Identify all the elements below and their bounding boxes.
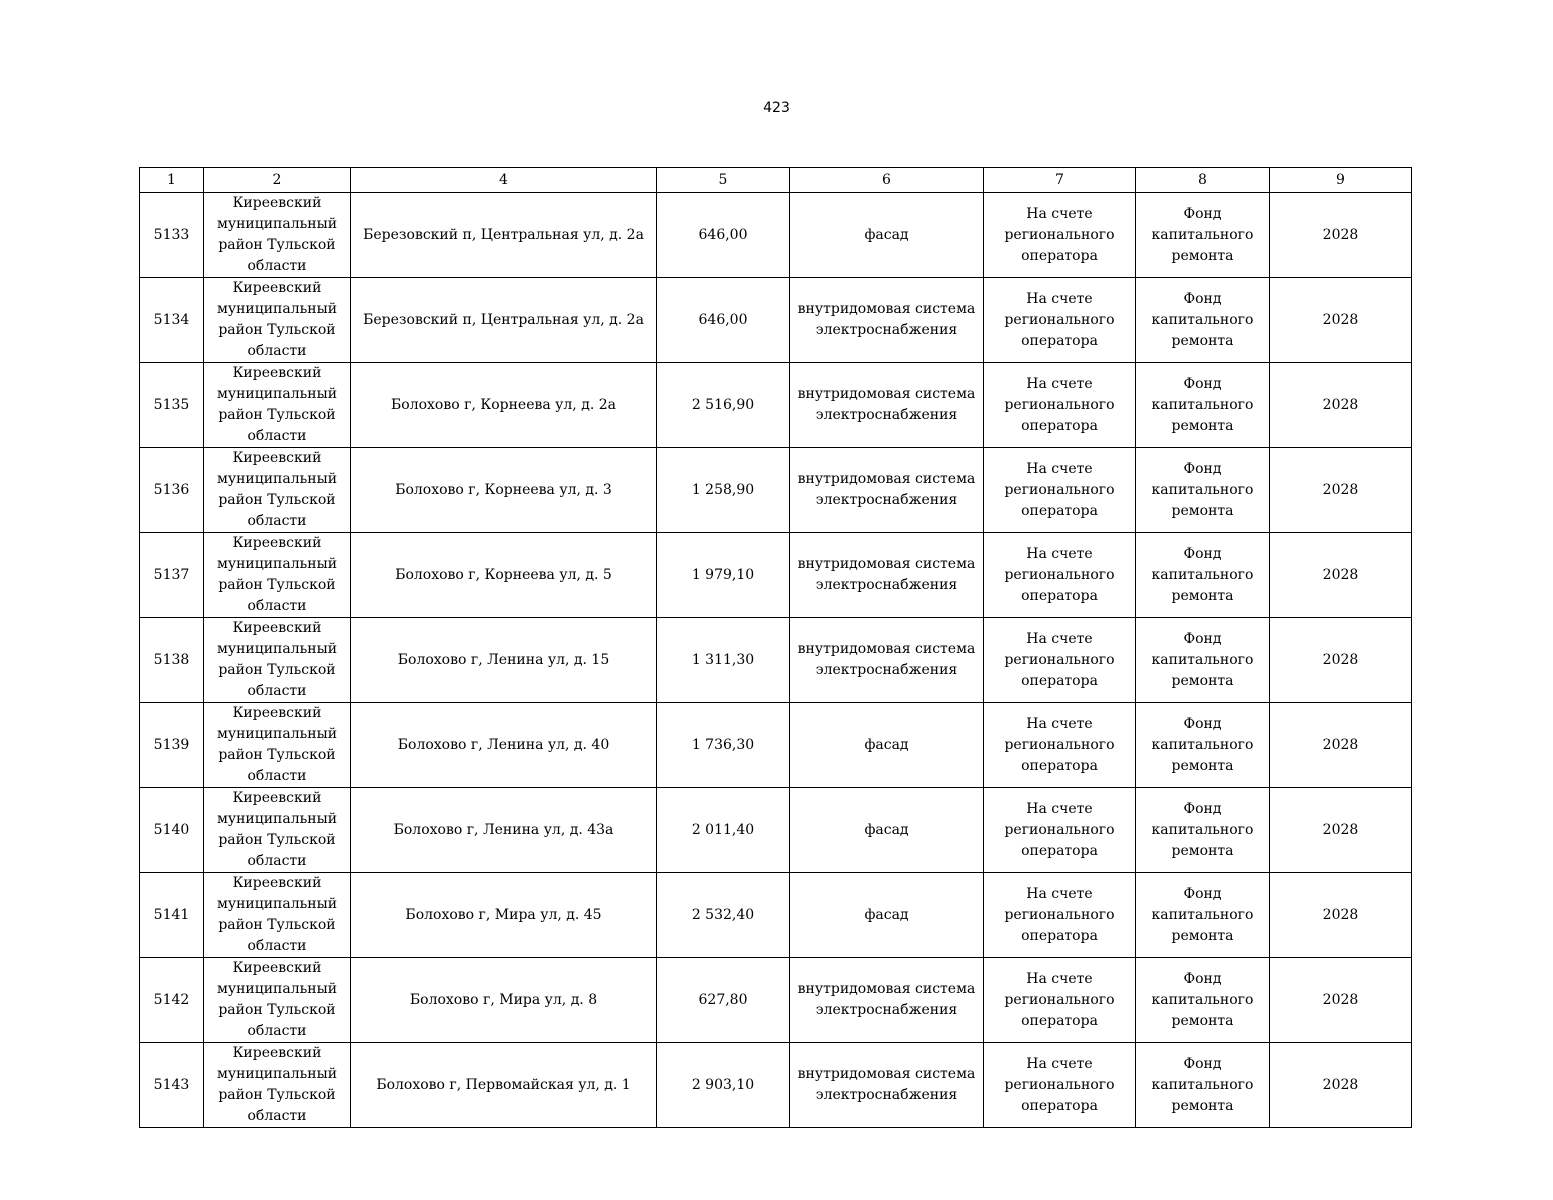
- district-cell: Киреевский муниципальный район Тульской области: [204, 448, 351, 533]
- address-cell: Болохово г, Ленина ул, д. 15: [351, 618, 657, 703]
- work-type-cell: внутридомовая система электроснабжения: [790, 618, 984, 703]
- area-cell: 1 258,90: [657, 448, 790, 533]
- district-cell: Киреевский муниципальный район Тульской области: [204, 533, 351, 618]
- address-cell: Болохово г, Мира ул, д. 45: [351, 873, 657, 958]
- column-header: 1: [140, 168, 204, 193]
- work-type-cell: фасад: [790, 873, 984, 958]
- funding-source-cell: Фонд капитального ремонта: [1136, 278, 1270, 363]
- row-number-cell: 5138: [140, 618, 204, 703]
- address-cell: Болохово г, Мира ул, д. 8: [351, 958, 657, 1043]
- district-cell: Киреевский муниципальный район Тульской области: [204, 958, 351, 1043]
- address-cell: Березовский п, Центральная ул, д. 2а: [351, 278, 657, 363]
- funding-source-cell: Фонд капитального ремонта: [1136, 618, 1270, 703]
- row-number-cell: 5133: [140, 193, 204, 278]
- row-number-cell: 5135: [140, 363, 204, 448]
- table-row: [140, 1043, 1412, 1128]
- account-cell: На счете регионального оператора: [984, 618, 1136, 703]
- funding-source-cell: Фонд капитального ремонта: [1136, 958, 1270, 1043]
- year-cell: 2028: [1270, 618, 1412, 703]
- funding-source-cell: Фонд капитального ремонта: [1136, 1043, 1270, 1128]
- column-header: 5: [657, 168, 790, 193]
- district-cell: Киреевский муниципальный район Тульской области: [204, 193, 351, 278]
- funding-source-cell: Фонд капитального ремонта: [1136, 873, 1270, 958]
- work-type-cell: фасад: [790, 193, 984, 278]
- area-cell: 1 311,30: [657, 618, 790, 703]
- page-number: 423: [763, 100, 790, 116]
- column-header: 6: [790, 168, 984, 193]
- work-type-cell: фасад: [790, 703, 984, 788]
- work-type-cell: внутридомовая система электроснабжения: [790, 533, 984, 618]
- work-type-cell: внутридомовая система электроснабжения: [790, 958, 984, 1043]
- year-cell: 2028: [1270, 278, 1412, 363]
- column-header: 8: [1136, 168, 1270, 193]
- table-row: [140, 363, 1412, 448]
- funding-source-cell: Фонд капитального ремонта: [1136, 703, 1270, 788]
- funding-source-cell: Фонд капитального ремонта: [1136, 788, 1270, 873]
- work-type-cell: внутридомовая система электроснабжения: [790, 363, 984, 448]
- area-cell: 1 979,10: [657, 533, 790, 618]
- account-cell: На счете регионального оператора: [984, 788, 1136, 873]
- funding-source-cell: Фонд капитального ремонта: [1136, 533, 1270, 618]
- account-cell: На счете регионального оператора: [984, 448, 1136, 533]
- funding-source-cell: Фонд капитального ремонта: [1136, 363, 1270, 448]
- year-cell: 2028: [1270, 1043, 1412, 1128]
- work-type-cell: фасад: [790, 788, 984, 873]
- account-cell: На счете регионального оператора: [984, 1043, 1136, 1128]
- area-cell: 2 011,40: [657, 788, 790, 873]
- address-cell: Болохово г, Ленина ул, д. 43а: [351, 788, 657, 873]
- table-row: [140, 193, 1412, 278]
- row-number-cell: 5139: [140, 703, 204, 788]
- account-cell: На счете регионального оператора: [984, 193, 1136, 278]
- district-cell: Киреевский муниципальный район Тульской области: [204, 703, 351, 788]
- column-header: 9: [1270, 168, 1412, 193]
- table-row: [140, 618, 1412, 703]
- account-cell: На счете регионального оператора: [984, 363, 1136, 448]
- area-cell: 646,00: [657, 193, 790, 278]
- address-cell: Болохово г, Ленина ул, д. 40: [351, 703, 657, 788]
- year-cell: 2028: [1270, 873, 1412, 958]
- table-row: [140, 703, 1412, 788]
- area-cell: 1 736,30: [657, 703, 790, 788]
- work-type-cell: внутридомовая система электроснабжения: [790, 1043, 984, 1128]
- table-row: [140, 448, 1412, 533]
- column-header: 2: [204, 168, 351, 193]
- account-cell: На счете регионального оператора: [984, 533, 1136, 618]
- repair-registry-table: [139, 167, 1412, 1128]
- work-type-cell: внутридомовая система электроснабжения: [790, 448, 984, 533]
- year-cell: 2028: [1270, 533, 1412, 618]
- district-cell: Киреевский муниципальный район Тульской области: [204, 278, 351, 363]
- year-cell: 2028: [1270, 193, 1412, 278]
- area-cell: 2 532,40: [657, 873, 790, 958]
- row-number-cell: 5134: [140, 278, 204, 363]
- address-cell: Болохово г, Корнеева ул, д. 5: [351, 533, 657, 618]
- year-cell: 2028: [1270, 788, 1412, 873]
- year-cell: 2028: [1270, 363, 1412, 448]
- funding-source-cell: Фонд капитального ремонта: [1136, 448, 1270, 533]
- year-cell: 2028: [1270, 448, 1412, 533]
- year-cell: 2028: [1270, 958, 1412, 1043]
- table-row: [140, 958, 1412, 1043]
- district-cell: Киреевский муниципальный район Тульской области: [204, 618, 351, 703]
- address-cell: Березовский п, Центральная ул, д. 2а: [351, 193, 657, 278]
- work-type-cell: внутридомовая система электроснабжения: [790, 278, 984, 363]
- district-cell: Киреевский муниципальный район Тульской области: [204, 363, 351, 448]
- table-row: [140, 873, 1412, 958]
- area-cell: 2 516,90: [657, 363, 790, 448]
- column-number-header-row: [140, 168, 1412, 193]
- row-number-cell: 5141: [140, 873, 204, 958]
- district-cell: Киреевский муниципальный район Тульской области: [204, 873, 351, 958]
- address-cell: Болохово г, Корнеева ул, д. 3: [351, 448, 657, 533]
- area-cell: 646,00: [657, 278, 790, 363]
- column-header: 7: [984, 168, 1136, 193]
- table-row: [140, 278, 1412, 363]
- address-cell: Болохово г, Корнеева ул, д. 2а: [351, 363, 657, 448]
- area-cell: 2 903,10: [657, 1043, 790, 1128]
- row-number-cell: 5140: [140, 788, 204, 873]
- funding-source-cell: Фонд капитального ремонта: [1136, 193, 1270, 278]
- area-cell: 627,80: [657, 958, 790, 1043]
- account-cell: На счете регионального оператора: [984, 278, 1136, 363]
- district-cell: Киреевский муниципальный район Тульской области: [204, 1043, 351, 1128]
- row-number-cell: 5136: [140, 448, 204, 533]
- account-cell: На счете регионального оператора: [984, 703, 1136, 788]
- table-row: [140, 788, 1412, 873]
- row-number-cell: 5143: [140, 1043, 204, 1128]
- address-cell: Болохово г, Первомайская ул, д. 1: [351, 1043, 657, 1128]
- year-cell: 2028: [1270, 703, 1412, 788]
- account-cell: На счете регионального оператора: [984, 958, 1136, 1043]
- district-cell: Киреевский муниципальный район Тульской области: [204, 788, 351, 873]
- column-header: 4: [351, 168, 657, 193]
- row-number-cell: 5142: [140, 958, 204, 1043]
- table-row: [140, 533, 1412, 618]
- account-cell: На счете регионального оператора: [984, 873, 1136, 958]
- row-number-cell: 5137: [140, 533, 204, 618]
